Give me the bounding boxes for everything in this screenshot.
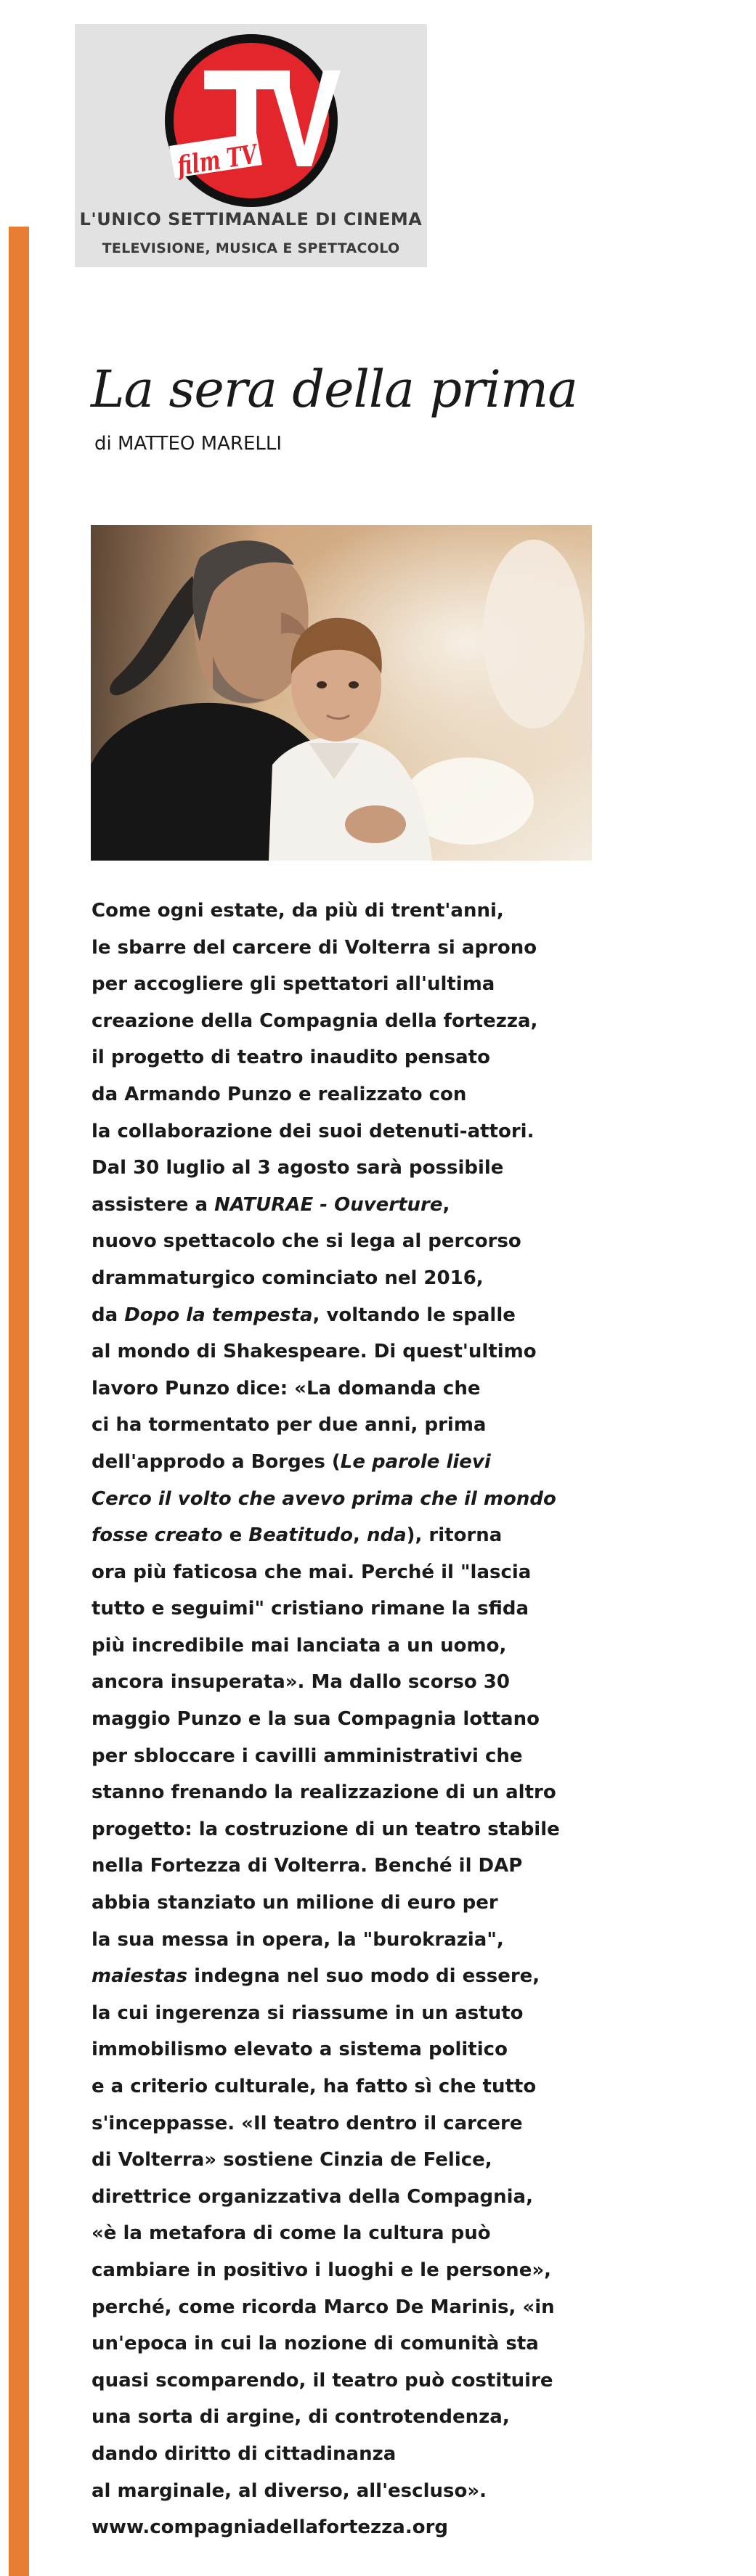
body-text-run: , xyxy=(442,1193,450,1216)
body-line xyxy=(92,1995,600,2032)
body-line xyxy=(92,1076,600,1113)
body-text-run: le sbarre del carcere di Volterra si aprono xyxy=(92,936,537,959)
body-line xyxy=(92,1260,600,1297)
body-line xyxy=(92,2031,600,2068)
body-text-run: nuovo spettacolo che si lega al percorso xyxy=(92,1230,521,1253)
body-text-run: lavoro Punzo dice: «La domanda che xyxy=(92,1377,481,1399)
body-text-run: «è la metafora di come la cultura può xyxy=(92,2222,491,2245)
italic-text: NATURAE - Ouverture xyxy=(214,1193,443,1216)
masthead-tagline-2: TELEVISIONE, MUSICA E SPETTACOLO xyxy=(102,240,400,256)
body-text-run: al marginale, al diverso, all'escluso». xyxy=(92,2479,487,2502)
article-photo xyxy=(91,525,592,861)
body-line xyxy=(92,1628,600,1665)
body-text-run: , voltando le spalle xyxy=(312,1304,516,1326)
body-text-run: il progetto di teatro inaudito pensato xyxy=(92,1047,490,1069)
body-text-run: ancora insuperata». Ma dallo scorso 30 xyxy=(92,1671,510,1694)
body-line xyxy=(92,1590,600,1628)
body-line xyxy=(92,966,600,1003)
body-line xyxy=(92,1481,600,1518)
body-text-run: ora più faticosa che mai. Perché il "lascia xyxy=(92,1561,532,1583)
body-text-run: dando diritto di cittadinanza xyxy=(92,2442,397,2465)
body-line xyxy=(92,2068,600,2105)
body-line xyxy=(92,2289,600,2326)
body-line xyxy=(92,1150,600,1187)
body-text-run: abbia stanziato un milione di euro per xyxy=(92,1892,498,1914)
body-line xyxy=(92,1517,600,1554)
body-line xyxy=(92,2179,600,2216)
body-text-run: direttrice organizzativa della Compagnia, xyxy=(92,2185,533,2208)
body-text-run: da Armando Punzo e realizzato con xyxy=(92,1083,467,1105)
italic-text: Le parole lievi xyxy=(340,1450,491,1473)
body-text-run: per sbloccare i cavilli amministrativi che xyxy=(92,1744,523,1767)
body-line xyxy=(92,1407,600,1444)
body-line xyxy=(92,1223,600,1260)
body-text-run: un'epoca in cui la nozione di comunità sta xyxy=(92,2333,539,2355)
body-text-run: ), ritorna xyxy=(406,1524,503,1547)
article-byline: di MATTEO MARELLI xyxy=(94,433,283,455)
body-line xyxy=(92,1003,600,1040)
body-text-run: drammaturgico cominciato nel 2016, xyxy=(92,1267,484,1289)
body-line xyxy=(92,1848,600,1885)
body-line xyxy=(92,1664,600,1701)
italic-text: Dopo la tempesta xyxy=(124,1304,313,1326)
body-line xyxy=(92,2436,600,2473)
body-line xyxy=(92,893,600,930)
body-line xyxy=(92,2473,600,2510)
body-line xyxy=(92,1958,600,1995)
body-text-run: e xyxy=(222,1524,249,1547)
body-line xyxy=(92,1187,600,1224)
body-text-run: dell'approdo a Borges ( xyxy=(92,1450,341,1473)
body-line xyxy=(92,1370,600,1407)
body-line xyxy=(92,1811,600,1848)
article-body xyxy=(92,893,600,2546)
body-text-run: tutto e seguimi" cristiano rimane la sfida xyxy=(92,1598,529,1620)
body-text-run: una sorta di argine, di controtendenza, xyxy=(92,2406,510,2429)
body-line xyxy=(92,1885,600,1922)
body-line xyxy=(92,2509,600,2546)
orange-accent-bar xyxy=(9,227,29,2576)
body-text-run: la collaborazione dei suoi detenuti-attori. xyxy=(92,1120,535,1142)
body-text-run: indegna nel suo modo di essere, xyxy=(187,1965,540,1988)
body-text-run: da xyxy=(92,1304,125,1326)
body-text-run: al mondo di Shakespeare. Di quest'ultimo xyxy=(92,1341,537,1363)
body-text-run: Dal 30 luglio al 3 agosto sarà possibile xyxy=(92,1157,504,1179)
body-line xyxy=(92,2252,600,2289)
italic-text: fosse creato xyxy=(92,1524,223,1547)
body-line xyxy=(92,2142,600,2179)
italic-text: Beatitudo xyxy=(248,1524,354,1547)
body-line xyxy=(92,930,600,967)
body-text-run: la sua messa in opera, la "burokrazia", xyxy=(92,1928,504,1951)
logo-wordmark: film TV xyxy=(175,134,285,182)
body-line xyxy=(92,1444,600,1481)
body-line xyxy=(92,1922,600,1959)
film-tv-logo-mark xyxy=(75,24,427,213)
body-line xyxy=(92,1701,600,1738)
body-text-run: ci ha tormentato per due anni, prima xyxy=(92,1414,487,1437)
body-line xyxy=(92,2105,600,2142)
body-text-run: , xyxy=(353,1524,367,1547)
body-line xyxy=(92,2399,600,2436)
italic-text: maiestas xyxy=(92,1965,188,1988)
body-line xyxy=(92,1333,600,1370)
italic-text: nda xyxy=(366,1524,407,1547)
body-text-run: nella Fortezza di Volterra. Benché il DAP xyxy=(92,1855,523,1877)
body-text-run: più incredibile mai lanciata a un uomo, xyxy=(92,1634,507,1657)
body-line xyxy=(92,1113,600,1150)
article-title: La sera della prima xyxy=(91,359,578,419)
body-line xyxy=(92,1738,600,1775)
body-line xyxy=(92,2362,600,2400)
body-line xyxy=(92,2215,600,2252)
body-line xyxy=(92,2325,600,2362)
body-text-run: creazione della Compagnia della fortezza, xyxy=(92,1009,538,1032)
body-text-run: assistere a xyxy=(92,1193,215,1216)
body-text-run: s'inceppasse. «Il teatro dentro il carcere xyxy=(92,2112,523,2134)
body-text-run: e a criterio culturale, ha fatto sì che tutto xyxy=(92,2076,537,2097)
body-text-run: immobilismo elevato a sistema politico xyxy=(92,2039,508,2061)
masthead-logo xyxy=(75,24,427,267)
body-text-run: la cui ingerenza si riassume in un astuto xyxy=(92,2002,524,2024)
body-text-run: www.compagniadellafortezza.org xyxy=(92,2516,449,2539)
body-text-run: di Volterra» sostiene Cinzia de Felice, xyxy=(92,2149,492,2171)
body-text-run: per accogliere gli spettatori all'ultima xyxy=(92,973,495,996)
body-text-run: quasi scomparendo, il teatro può costituire xyxy=(92,2369,553,2392)
body-line xyxy=(92,1774,600,1811)
italic-text: Cerco il volto che avevo prima che il mondo xyxy=(92,1487,556,1510)
body-text-run: cambiare in positivo i luoghi e le persone», xyxy=(92,2259,552,2281)
body-line xyxy=(92,1554,600,1591)
body-line xyxy=(92,1297,600,1334)
body-text-run: stanno frenando la realizzazione di un altro xyxy=(92,1781,556,1804)
body-text-run: maggio Punzo e la sua Compagnia lottano xyxy=(92,1708,540,1731)
body-text-run: progetto: la costruzione di un teatro stabile xyxy=(92,1818,560,1840)
masthead-tagline-1: L'UNICO SETTIMANALE DI CINEMA xyxy=(79,209,423,229)
body-text-run: perché, come ricorda Marco De Marinis, «in xyxy=(92,2296,555,2318)
body-text-run: Come ogni estate, da più di trent'anni, xyxy=(92,900,504,922)
body-line xyxy=(92,1039,600,1076)
